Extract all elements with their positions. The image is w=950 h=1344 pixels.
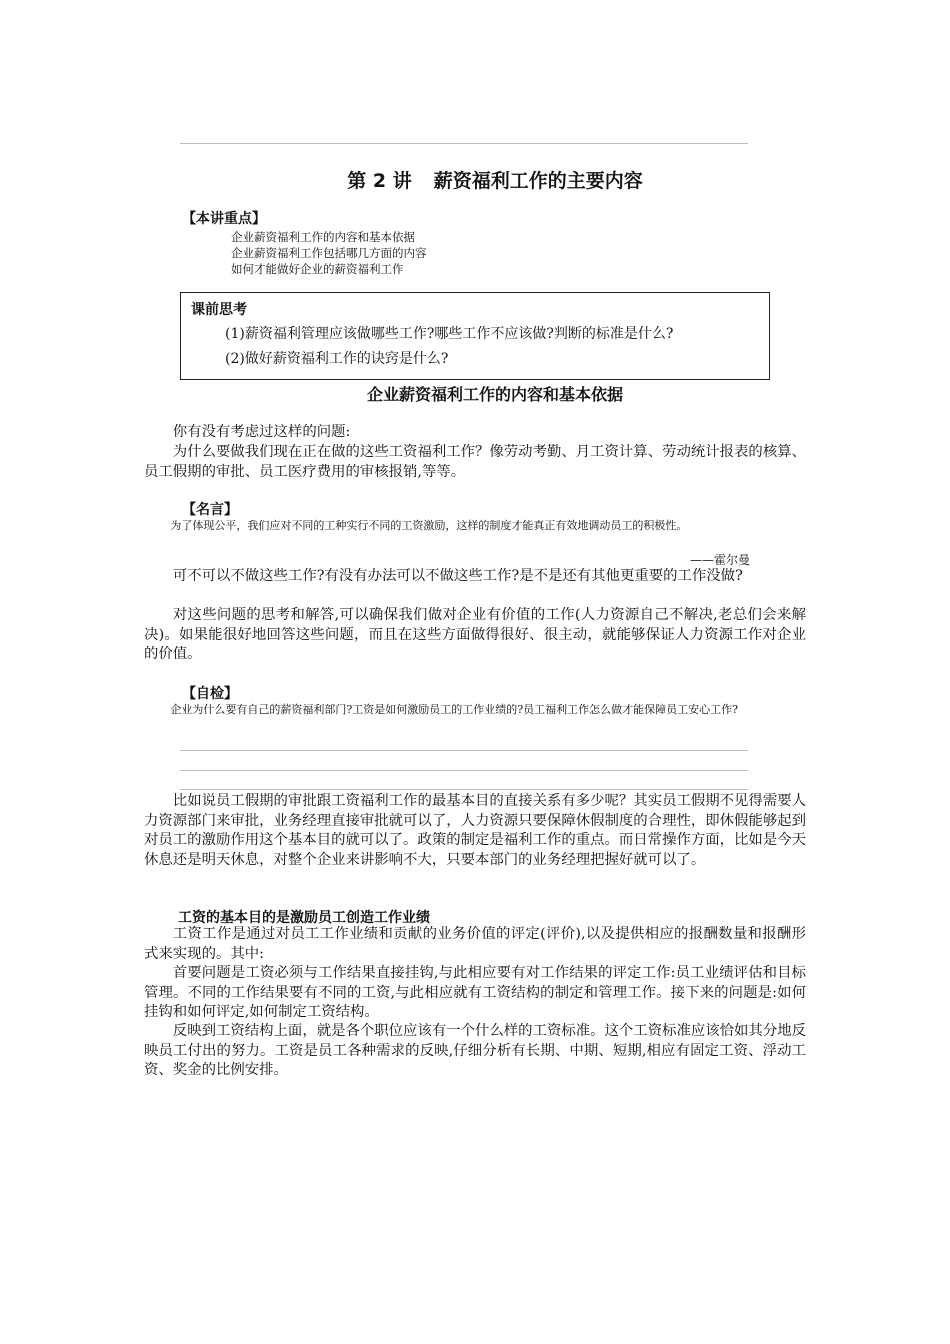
lecture-topic: 薪资福利工作的主要内容 (433, 170, 643, 192)
paragraph: 你有没有考虑过这样的问题: (172, 424, 351, 440)
key-point-item: 企业薪资福利工作包括哪几方面的内容 (231, 246, 427, 260)
paragraph: 比如说员工假期的审批跟工资福利工作的最基本目的直接关系有多少呢？其实员工假期不见得需要人力资源部门来审批，业务经理直接审批就可以了，人力资源只要保障休假制度的合理性，即休假能够起到对员工的激励作用这个基本目的就可以了。政策的制定是福利工作的重点。而日常操作方面，比如是今天休息还是明天休息，对整个企业来讲影响不大，只要本部门的业务经理把握好就可以了。 (144, 793, 806, 868)
quote-text: 为了体现公平，我们应对不同的工种实行不同的工资激励，这样的制度才能真正有效地调动员工的积极性。 (170, 519, 688, 532)
paragraph: 为什么要做我们现在正在做的这些工资福利工作？像劳动考勤、月工资计算、劳动统计报表的核算、员工假期的审批、员工医疗费用的审核报销,等等。 (144, 444, 806, 480)
paragraph: 对这些问题的思考和解答,可以确保我们做对企业有价值的工作(人力资源自己不解决,老总们会来解决)。如果能很好地回答这些问题，而且在这些方面做得很好、很主动，就能够保证人力资源工作对企业的价值。 (144, 607, 806, 662)
quote-author: ——霍尔曼 (690, 553, 751, 567)
key-points-label: 【本讲重点】 (182, 211, 266, 227)
answer-line (180, 770, 748, 771)
self-check-label: 【自检】 (182, 686, 238, 702)
section-heading: 企业薪资福利工作的内容和基本依据 (366, 385, 623, 404)
answer-line (180, 789, 748, 790)
paragraph: 首要问题是工资必须与工作结果直接挂钩,与此相应要有对工作结果的评定工作:员工业绩评估和目标管理。不同的工作结果要有不同的工资,与此相应就有工资结构的制定和管理工作。接下来的问题是:如何挂钩和如何评定,如何制定工资结构。 (144, 965, 806, 1020)
key-point-item: 企业薪资福利工作的内容和基本依据 (231, 230, 415, 244)
top-divider (180, 143, 748, 144)
pre-class-question: (1)薪资福利管理应该做哪些工作?哪些工作不应该做?判断的标准是什么? (225, 326, 674, 342)
pre-class-label: 课前思考 (191, 302, 247, 318)
section-heading: 工资的基本目的是激励员工创造工作业绩 (178, 910, 430, 926)
self-check-text: 企业为什么要有自己的薪资福利部门?工资是如何激励员工的工作业绩的?员工福利工作怎么做才能保障员工安心工作? (170, 703, 739, 716)
quote-label: 【名言】 (182, 502, 238, 518)
pre-class-question: (2)做好薪资福利工作的诀窍是什么? (225, 351, 449, 367)
paragraph: 可不可以不做这些工作?有没有办法可以不做这些工作?是不是还有其他更重要的工作没做? (172, 568, 743, 584)
key-point-item: 如何才能做好企业的薪资福利工作 (231, 262, 404, 276)
answer-line (180, 750, 748, 751)
paragraph: 工资工作是通过对员工工作业绩和贡献的业务价值的评定(评价),以及提供相应的报酬数量和报酬形式来实现的。其中: (144, 926, 806, 962)
paragraph: 反映到工资结构上面，就是各个职位应该有一个什么样的工资标准。这个工资标准应该恰如其分地反映员工付出的努力。工资是员工各种需求的反映,仔细分析有长期、中期、短期,相应有固定工资、浮动工资、奖金的比例安排。 (144, 1023, 806, 1078)
lecture-number: 第 2 讲 (347, 170, 412, 192)
pre-class-box (180, 292, 770, 380)
page-title (0, 166, 950, 193)
